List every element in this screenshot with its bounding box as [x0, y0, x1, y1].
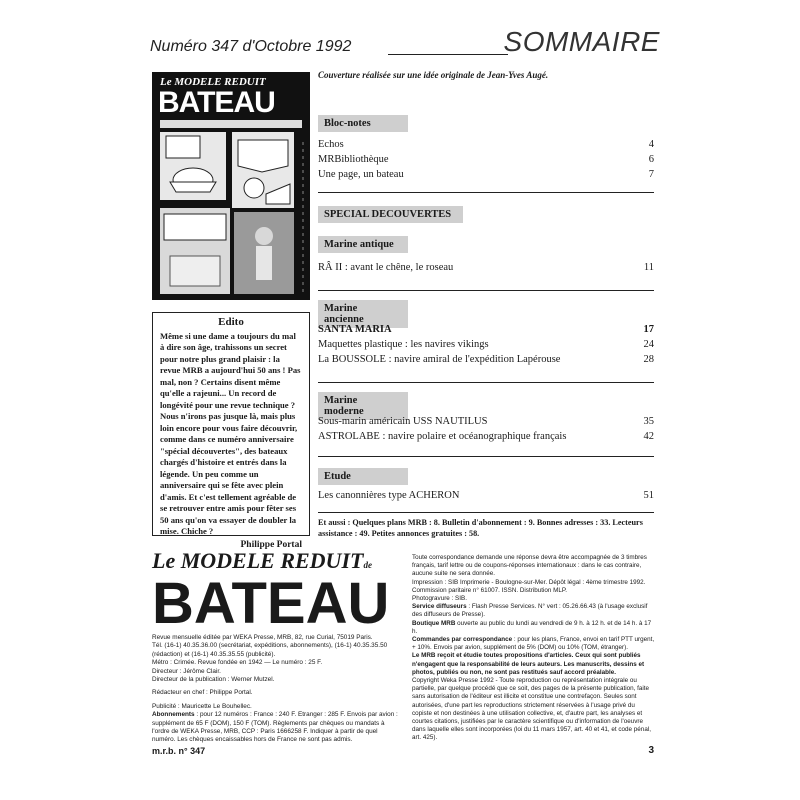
section-bloc-notes: Bloc-notes — [318, 115, 408, 132]
cover-illustration-2 — [232, 132, 294, 208]
legal-notices: Toute correspondance demande une réponse devra être accompagnée de 3 timbres français, tarif lettre ou de coupons-réponses internationaux : dans le cas contraire, aucune suite ne sera donnée. Impression : SIB Imprimerie - Boulogne-sur-Mer. Dépôt légal : 4ème trimestre 1992. Commission paritaire n° 61007. ISSN. Distribution MLP. Photogravure : SIB. Service diffuseurs : Flash Presse Services. N° vert : 05.26.66.43 (à l'usage exclusif des diffuseurs de Presse). Boutique MRB ouverte au public du lundi au vendredi de 9 h. à 12 h. et de 14 h. à 17 h. Commandes par correspondance : pour les plans, France, envoi en tarif PTT urgent, + 10%. Envois par avion, supplément de 5% (DOM) ou 10% (TOM, étranger). Le MRB reçoit et étudie toutes propositions d'articles. Ceux qui sont publiés n'engagent que la responsabilité de leurs auteurs. Les manuscrits, dessins et photos, publiés ou non, ne sont pas restitués sauf accord préalable. Copyright Weka Presse 1992 - Toute reproduction ou représentation intégrale ou partielle, par quelque procédé que ce soit, des pages de la présente publication, faite sans autorisation de l'éditeur est illicite et constitue une contrefaçon. Seules sont autorisées, d'une part les reproductions strictement réservées à l'usage privé du copiste et non destinées à une utilisation collective, et, d'autre part, les analyses et courtes citations, justifiées par le caractère scientifique ou d'information de l'oeuvre dans laquelle elles sont incorporées (loi du 11 mars 1957, art. 40 et 41, et code pénal, art. 425). — [412, 554, 655, 742]
masthead-logo-main: BATEAU — [152, 571, 390, 636]
section-etude: Etude — [318, 468, 408, 485]
masthead-info: Revue mensuelle éditée par WEKA Presse, MRB, 82, rue Curial, 75019 Paris. Tél. (16-1) 40.35.36.00 (secrétariat, expéditions, abonnements), (16-1) 40.35.35.50 (rédaction) et (16-1) 40.35.35.55 (publicité). Métro : Crimée. Revue fondée en 1942 — Le numéro : 25 F. Directeur : Jérôme Clair. Directeur de la publication : Werner Mutzel. Rédacteur en chef : Philippe Portal. Publicité : Mauricette Le Bouhellec. Abonnements : pour 12 numéros : France : 240 F. Etranger : 285 F. Envois par avion : supplément de 65 F (DOM), 150 F (TOM). Règlements par chèques ou mandats à l'ordre de WEKA Presse, MRB, CCP : Paris 1666258 F. Indiquer à partir de quel numéro. Les chèques encaissables hors de France ne sont pas admis. — [152, 634, 398, 744]
section-marine-ancienne: Marine ancienne — [318, 300, 408, 328]
footer-issue: m.r.b. n° 347 — [152, 746, 206, 756]
cover-logo-top: Le MODELE REDUIT — [160, 76, 266, 88]
divider — [318, 512, 654, 513]
masthead — [152, 550, 402, 745]
page-number: 3 — [648, 745, 654, 756]
section-special: SPECIAL DECOUVERTES — [318, 206, 463, 223]
et-aussi-line: Et aussi : Quelques plans MRB : 8. Bulletin d'abonnement : 9. Bonnes adresses : 33. Lecteurs assistance : 49. Petites annonces gratuites : 58. — [318, 518, 643, 538]
edito-box — [152, 312, 310, 550]
section-marine-moderne: Marine moderne — [318, 392, 408, 420]
masthead-logo-top: Le MODELE REDUITde — [152, 548, 372, 573]
divider — [318, 382, 654, 383]
divider — [318, 290, 654, 291]
cover-image — [152, 72, 310, 300]
cover-illustration-1 — [160, 132, 226, 200]
cover-strip — [160, 120, 302, 128]
divider — [318, 456, 654, 457]
edito-signature: Philippe Portal — [240, 539, 302, 550]
cover-credit: Couverture réalisée sur une idée originale de Jean-Yves Augé. — [318, 70, 549, 80]
issue-line: Numéro 347 d'Octobre 1992 — [150, 38, 352, 55]
page-header — [150, 26, 660, 62]
divider — [318, 192, 654, 193]
cover-illustration-3 — [160, 208, 230, 294]
header-rule — [388, 54, 508, 55]
edito-title: Edito — [218, 316, 244, 328]
edito-body: Même si une dame a toujours du mal à dire son âge, trahissons un secret pour notre plus grand plaisir : la revue MRB a aujourd'hui 50 ans ! Pas mal, non ? Certains disent même qu'elle a rajeuni... Un record de longévité pour une revue technique ? Nous n'irons pas jusque là, mais plus loin encore pour vous faire découvrir, comme dans ce numéro anniversaire "spécial découvertes", des bateaux chargés d'histoire et entrés dans la légende. Un peu comme un anniversaire qui se fête avec plein d'amis. Et c'est tellement agréable de se retrouver entre amis pour fêter ses 50 ans qu'on va essayer de doubler la mise. Chiche ? — [160, 330, 301, 536]
section-marine-antique: Marine antique — [318, 236, 408, 253]
page-title: SOMMAIRE — [503, 26, 660, 57]
cover-photo — [234, 212, 294, 294]
cover-vertical-banner — [299, 142, 307, 292]
cover-logo-main: BATEAU — [158, 86, 275, 119]
